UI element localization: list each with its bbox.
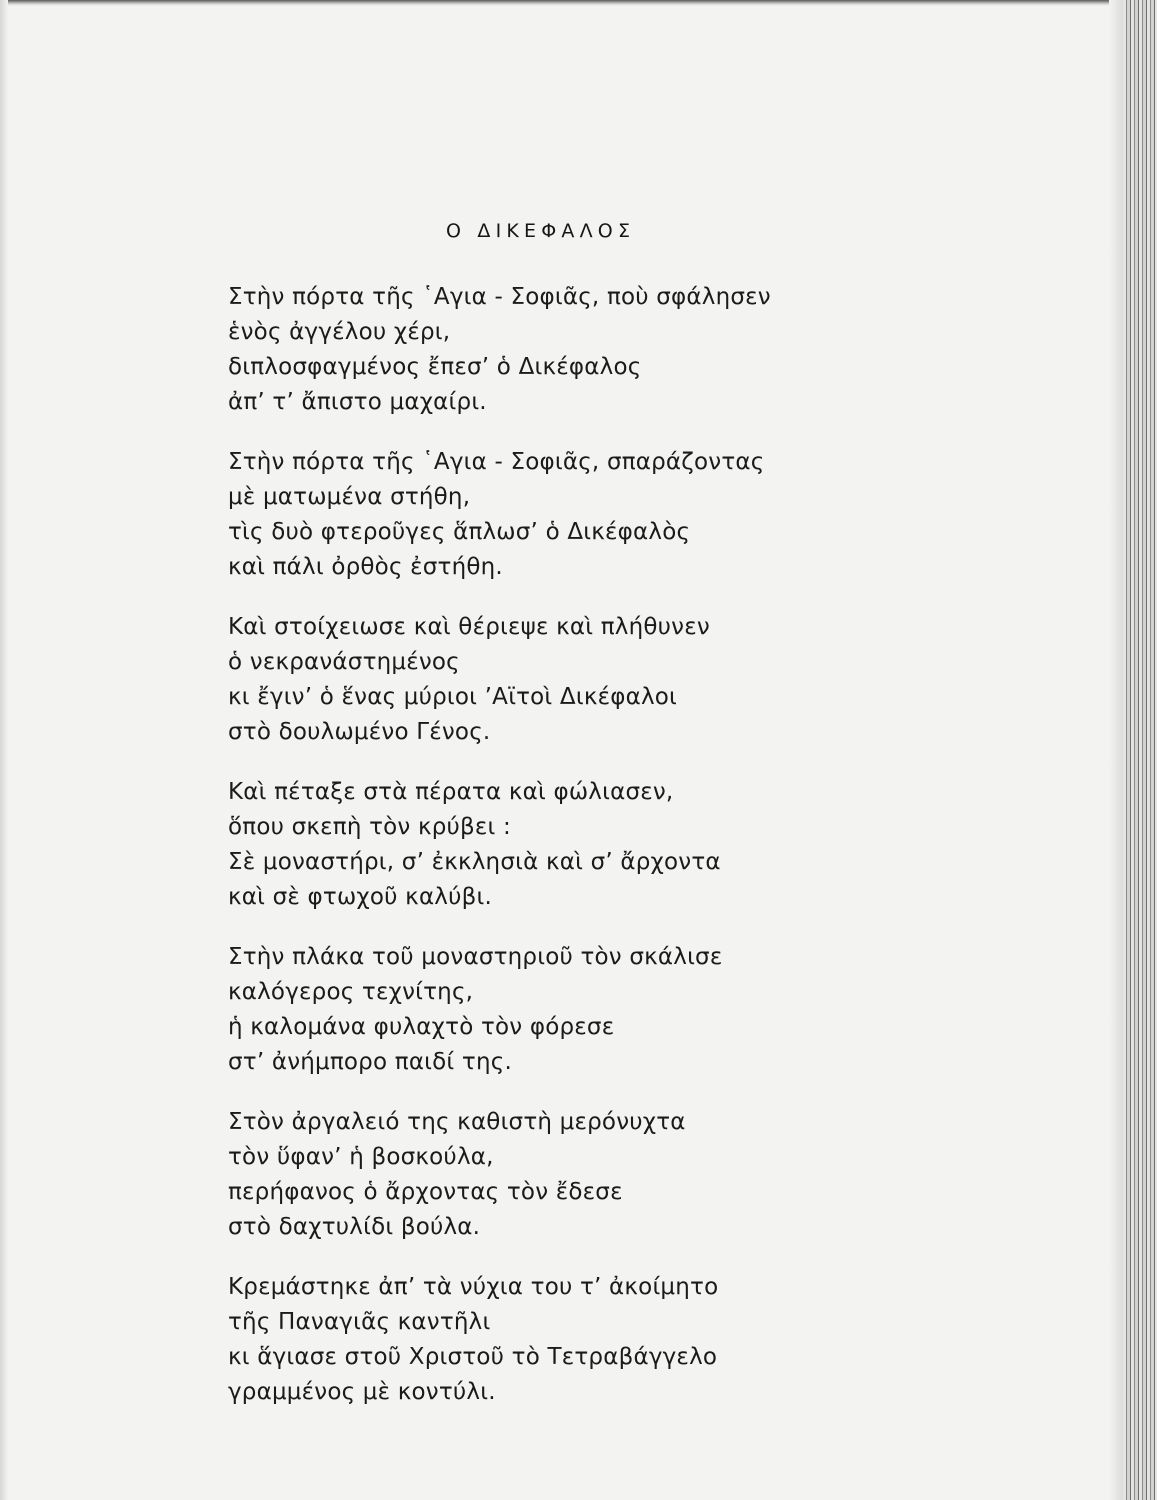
poem-line: ἑνὸς ἀγγέλου χέρι, (228, 319, 451, 345)
stanza-7 (228, 1270, 1108, 1410)
poem-line: στὸ δαχτυλίδι βούλα. (228, 1214, 481, 1240)
stanza-2 (228, 445, 1108, 585)
poem-line: κι ἔγιν’ ὁ ἕνας μύριοι ’Αϊτοὶ Δικέφαλοι (228, 684, 678, 710)
poem-line: Στὴν πόρτα τῆς ῾Αγια - Σοφιᾶς, σπαράζοντας (228, 449, 765, 475)
poem-line: τὸν ὕφαν’ ἡ βοσκούλα, (228, 1144, 494, 1170)
poem-line: Σὲ μοναστήρι, σ’ ἐκκλησιὰ καὶ σ’ ἄρχοντα (228, 849, 721, 875)
poem-line: γραμμένος μὲ κοντύλι. (228, 1379, 496, 1405)
poem-line: καὶ πάλι ὀρθὸς ἐστήθη. (228, 554, 503, 580)
poem-line: καὶ σὲ φτωχοῦ καλύβι. (228, 884, 492, 910)
poem-line: ὁ νεκρανάστημένος (228, 649, 460, 675)
stanza-6 (228, 1105, 1108, 1245)
poem-line: Στὸν ἀργαλειό της καθιστὴ μερόνυχτα (228, 1109, 686, 1135)
poem-line: καλόγερος τεχνίτης, (228, 979, 474, 1005)
poem-line: διπλοσφαγμένος ἔπεσ’ ὁ Δικέφαλος (228, 354, 642, 380)
poem-line: Στὴν πλάκα τοῦ μοναστηριοῦ τὸν σκάλισε (228, 944, 723, 970)
stanza-5 (228, 940, 1108, 1080)
page-left-shade (0, 0, 8, 1500)
page-top-edge (0, 0, 1157, 6)
book-page-edges (1123, 0, 1157, 1500)
poem-line: Στὴν πόρτα τῆς ῾Αγια - Σοφιᾶς, ποὺ σφάλησεν (228, 284, 771, 310)
poem-body (228, 280, 1108, 1435)
poem-line: κι ἅγιασε στοῦ Χριστοῦ τὸ Τετραβάγγελο (228, 1344, 718, 1370)
poem-line: τὶς δυὸ φτεροῦγες ἅπλωσ’ ὁ Δικέφαλὸς (228, 519, 691, 545)
stanza-4 (228, 775, 1108, 915)
poem-line: ἀπ’ τ’ ἄπιστο μαχαίρι. (228, 389, 487, 415)
stanza-3 (228, 610, 1108, 750)
poem-line: Κρεμάστηκε ἀπ’ τὰ νύχια του τ’ ἀκοίμητο (228, 1274, 719, 1300)
poem-line: μὲ ματωμένα στήθη, (228, 484, 471, 510)
poem-line: στ’ ἀνήμπορο παιδί της. (228, 1049, 512, 1075)
poem-line: στὸ δουλωμένο Γένος. (228, 719, 491, 745)
poem-line: Καὶ στοίχειωσε καὶ θέριεψε καὶ πλήθυνεν (228, 614, 710, 640)
poem-line: περήφανος ὁ ἄρχοντας τὸν ἔδεσε (228, 1179, 623, 1205)
poem-line: Καὶ πέταξε στὰ πέρατα καὶ φώλιασεν, (228, 779, 674, 805)
poem-line: τῆς Παναγιᾶς καντῆλι (228, 1309, 491, 1335)
poem-title: Ο ΔΙΚΕΦΑΛΟΣ (446, 220, 636, 242)
stanza-1 (228, 280, 1108, 420)
poem-line: ὅπου σκεπὴ τὸν κρύβει : (228, 814, 512, 840)
page-right-shadow (1109, 0, 1123, 1500)
poem-line: ἡ καλομάνα φυλαχτὸ τὸν φόρεσε (228, 1014, 615, 1040)
